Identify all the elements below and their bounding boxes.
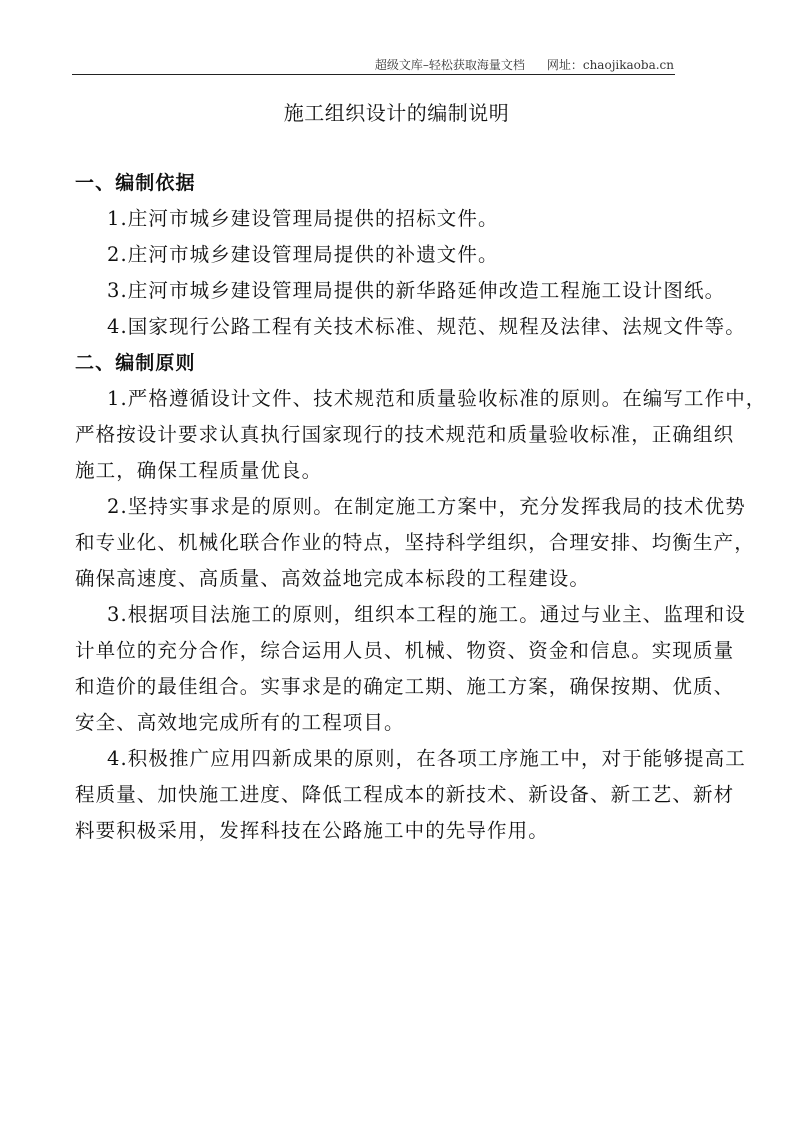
paragraph-line: 1.庄河市城乡建设管理局提供的招标文件。 xyxy=(107,207,499,230)
paragraph-line: 料要积极采用，发挥科技在公路施工中的先导作用。 xyxy=(75,819,549,842)
paragraph-line: 安全、高效地完成所有的工程项目。 xyxy=(75,711,405,734)
paragraph xyxy=(75,309,746,345)
paragraph-line: 4.积极推广应用四新成果的原则，在各项工序施工中，对于能够提高工 xyxy=(107,747,746,770)
paragraph xyxy=(75,489,755,597)
paragraph xyxy=(75,597,746,741)
paragraph xyxy=(75,273,726,309)
paragraph-line: 3.庄河市城乡建设管理局提供的新华路延伸改造工程施工设计图纸。 xyxy=(107,279,726,302)
document-title: 施工组织设计的编制说明 xyxy=(283,101,510,125)
paragraph-line: 确保高速度、高质量、高效益地完成本标段的工程建设。 xyxy=(75,567,591,590)
paragraph-line: 严格按设计要求认真执行国家现行的技术规范和质量验收标准，正确组织 xyxy=(75,423,735,446)
section-heading: 二、编制原则 xyxy=(75,352,196,374)
paragraph xyxy=(75,381,767,489)
paragraph-line: 和造价的最佳组合。实事求是的确定工期、施工方案，确保按期、优质、 xyxy=(75,675,735,698)
header-site-name: 超级文库–轻松获取海量文档 xyxy=(374,58,525,72)
header-url: 网址：chaojikaoba.cn xyxy=(546,58,674,72)
paragraph-line: 程质量、加快施工进度、降低工程成本的新技术、新设备、新工艺、新材 xyxy=(75,783,735,806)
paragraph-line: 2.庄河市城乡建设管理局提供的补遗文件。 xyxy=(107,243,499,266)
paragraph-line: 3.根据项目法施工的原则，组织本工程的施工。通过与业主、监理和设 xyxy=(107,603,746,626)
paragraph-line: 2.坚持实事求是的原则。在制定施工方案中，充分发挥我局的技术优势 xyxy=(107,495,746,518)
paragraph-line: 施工，确保工程质量优良。 xyxy=(75,459,323,482)
paragraph-line: 计单位的充分合作，综合运用人员、机械、物资、资金和信息。实现质量 xyxy=(75,639,735,662)
paragraph-line: 和专业化、机械化联合作业的特点，坚持科学组织，合理安排、均衡生产， xyxy=(75,531,755,554)
paragraph-line: 1.严格遵循设计文件、技术规范和质量验收标准的原则。在编写工作中， xyxy=(107,387,767,410)
section-heading: 一、编制依据 xyxy=(75,172,196,194)
page-header xyxy=(375,56,674,73)
paragraph xyxy=(75,741,746,849)
paragraph-line: 4.国家现行公路工程有关技术标准、规范、规程及法律、法规文件等。 xyxy=(107,315,746,338)
header-rule xyxy=(72,74,675,75)
document-body xyxy=(75,165,767,849)
paragraph xyxy=(75,237,685,273)
paragraph xyxy=(75,201,685,237)
